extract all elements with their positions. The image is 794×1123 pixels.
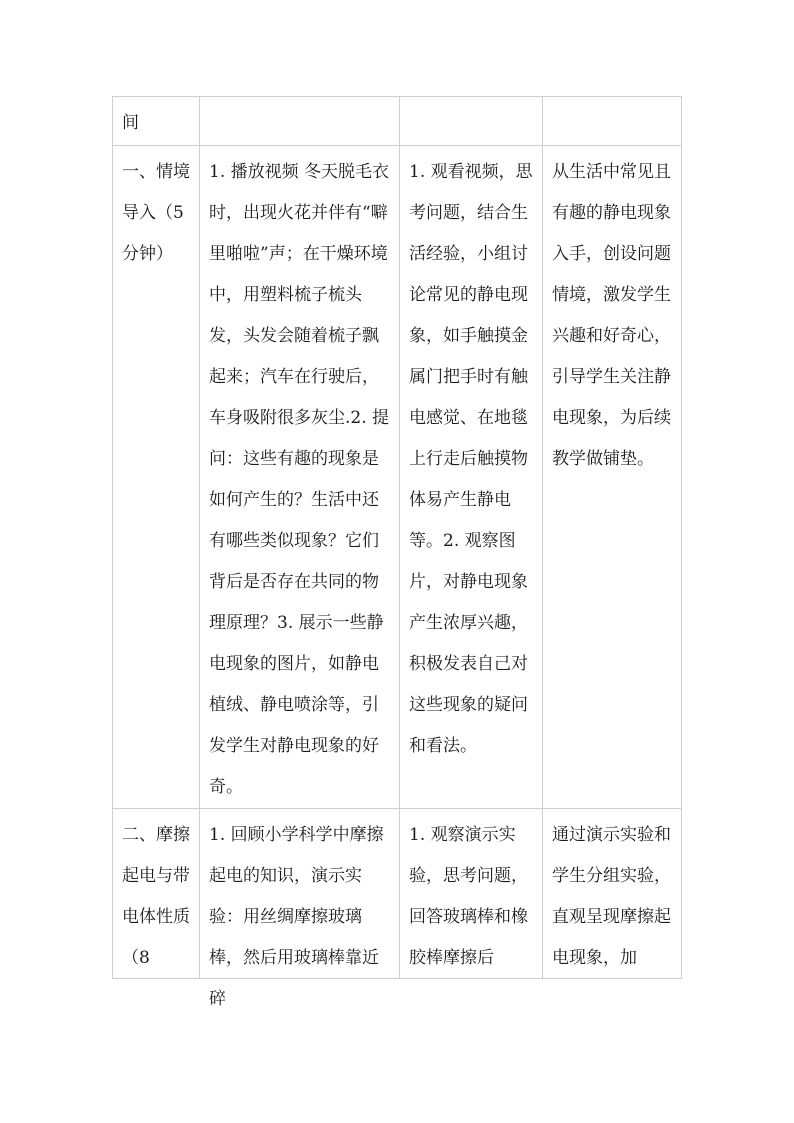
student-activity-cell <box>400 97 543 146</box>
teacher-activity-cell <box>200 809 400 1009</box>
lesson-plan-table <box>112 96 682 1009</box>
table-row <box>113 146 682 809</box>
student-activity-cell <box>400 146 543 809</box>
teacher-activity-cell <box>200 97 400 146</box>
stage-cell <box>113 146 200 809</box>
stage-cell <box>113 97 200 146</box>
design-intent-cell <box>543 97 682 146</box>
stage-text: 间 <box>122 113 139 133</box>
design-intent-text: 从生活中常见且有趣的静电现象入手，创设问题情境，激发学生兴趣和好奇心，引导学生关注静电现象，为后续教学做铺垫。 <box>552 162 671 469</box>
design-intent-cell <box>543 146 682 809</box>
teacher-activity-text: 1. 回顾小学科学中摩擦起电的知识，演示实验：用丝绸摩擦玻璃棒，然后用玻璃棒靠近碎 <box>209 825 384 1009</box>
student-activity-cell <box>400 809 543 979</box>
stage-text: 二、摩擦起电与带电体性质（8 <box>122 825 190 968</box>
design-intent-cell <box>543 809 682 979</box>
teacher-activity-cell <box>200 146 400 809</box>
student-activity-text: 1. 观看视频，思考问题，结合生活经验，小组讨论常见的静电现象，如手触摸金属门把手时有触电感觉、在地毯上行走后触摸物体易产生静电等。2. 观察图片，对静电现象产生浓厚兴趣，积极发表自己对这些现象的疑问和看法。 <box>409 162 533 756</box>
teacher-activity-text: 1. 播放视频 冬天脱毛衣时，出现火花并伴有“噼里啪啦”声；在干燥环境中，用塑料梳子梳头发，头发会随着梳子飘起来；汽车在行驶后，车身吸附很多灰尘.2. 提问：这些有趣的现象是如何产生的？生活中还有哪些类似现象？它们背后是否存在共同的物理原理？3. 展示一些静电现象的图片，如静电植绒、静电喷涂等，引发学生对静电现象的好奇。 <box>209 162 390 797</box>
table-row <box>113 97 682 146</box>
stage-text: 一、情境导入（5分钟） <box>122 162 190 264</box>
table-row <box>113 809 682 979</box>
design-intent-text: 通过演示实验和学生分组实验，直观呈现摩擦起电现象，加 <box>552 825 671 968</box>
stage-cell <box>113 809 200 979</box>
student-activity-text: 1. 观察演示实验，思考问题，回答玻璃棒和橡胶棒摩擦后 <box>409 825 528 968</box>
